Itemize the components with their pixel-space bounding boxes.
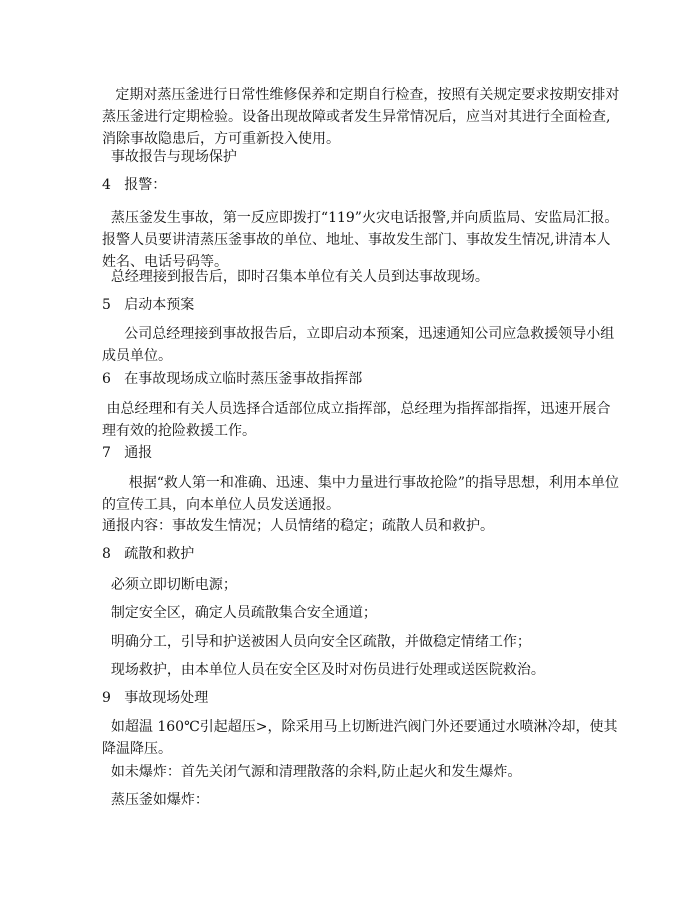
heading-notification: 7 通报 [102,445,153,461]
heading-alarm: 4 报警： [102,177,167,193]
paragraph-activate-detail: 公司总经理接到事故报告后，立即启动本预案，迅速通知公司应急救援领导小组成员单位。 [102,326,615,364]
paragraph-not-exploded: 如未爆炸：首先关闭气源和清理散落的余料,防止起火和发生爆炸。 [102,764,522,780]
paragraph-notification-content: 通报内容：事故发生情况；人员情绪的稳定；疏散人员和救护。 [102,518,494,534]
heading-site-handling: 9 事故现场处理 [102,690,209,706]
paragraph-on-site-rescue: 现场救护，由本单位人员在安全区及时对伤员进行处理或送医院救治。 [102,662,545,678]
paragraph-division-labor: 明确分工，引导和护送被困人员向安全区疏散，并做稳定情绪工作； [102,634,531,650]
heading-activate-plan: 5 启动本预案 [102,297,195,313]
heading-command-post: 6 在事故现场成立临时蒸压釜事故指挥部 [102,371,363,387]
heading-evacuation: 8 疏散和救护 [102,546,195,562]
paragraph-maintenance: 定期对蒸压釜进行日常性维修保养和定期自行检查，按照有关规定要求按期安排对蒸压釜进行定期检验。设备出现故障或者发生异常情况后，应当对其进行全面检查,消除事故隐患后，方可重新投入使用。 [102,87,620,147]
paragraph-notification-detail: 根据“救人第一和准确、迅速、集中力量进行事故抢险”的指导思想，利用本单位的宣传工具，向本单位人员发送通报。 [102,475,620,513]
paragraph-alarm-detail: 蒸压釜发生事故，第一反应即拨打“119”火灾电话报警,并向质监局、安监局汇报。报警人员要讲清蒸压釜事故的单位、地址、事故发生部门、事故发生情况,讲清本人姓名、电话号码等。 [102,210,619,270]
paragraph-manager-gather: 总经理接到报告后，即时召集本单位有关人员到达事故现场。 [102,269,489,285]
paragraph-safe-zone: 制定安全区，确定人员疏散集合安全通道； [102,605,377,621]
paragraph-exploded: 蒸压釜如爆炸： [102,792,209,808]
paragraph-command-detail: 由总经理和有关人员选择合适部位成立指挥部，总经理为指挥部指挥，迅速开展合理有效的抢险救援工作。 [102,401,611,439]
paragraph-overtemp: 如超温 160℃引起超压>，除采用马上切断进汽阀门外还要通过水喷淋冷却，使其降温降压。 [102,719,618,757]
paragraph-report-protect: 事故报告与现场保护 [102,149,237,165]
paragraph-cut-power: 必须立即切断电源； [102,577,237,593]
